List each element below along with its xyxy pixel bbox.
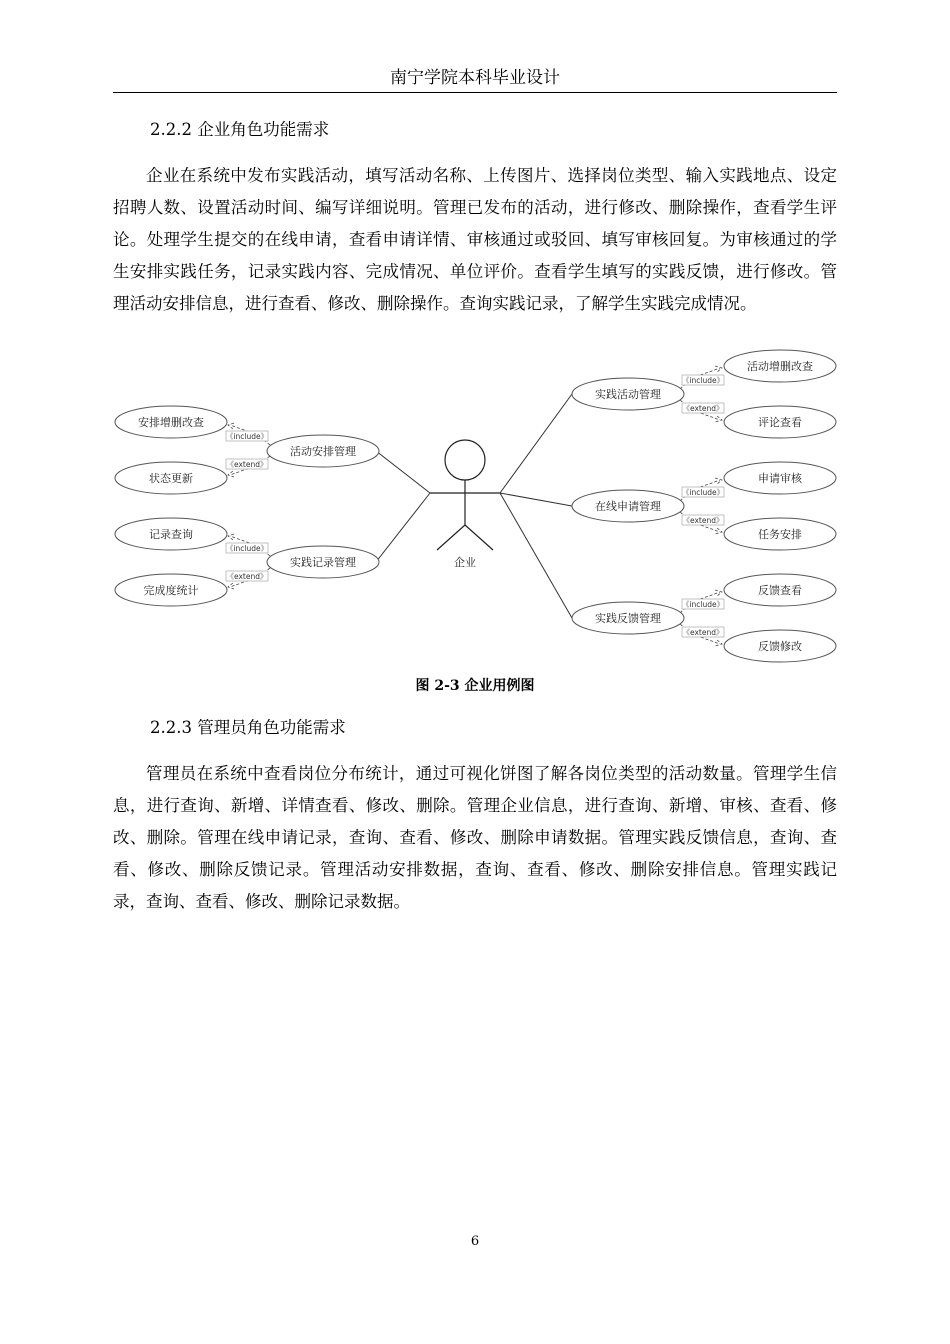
include-stereotype-label: 《include》 <box>681 488 725 497</box>
section-heading-2-2-2: 2.2.2 企业角色功能需求 <box>150 120 330 139</box>
use-case-label: 评论查看 <box>758 416 802 429</box>
include-stereotype-label: 《include》 <box>225 432 269 441</box>
figure-caption: 图 2-3 企业用例图 <box>415 678 535 694</box>
extend-stereotype-label: 《extend》 <box>226 572 268 581</box>
use-case-label: 任务安排 <box>758 528 802 541</box>
association-line <box>500 394 572 493</box>
use-case-label: 活动安排管理 <box>290 445 356 458</box>
actor-figure <box>430 440 500 550</box>
association-line <box>500 493 572 618</box>
include-stereotype-label: 《include》 <box>681 600 725 609</box>
page-header-title: 南宁学院本科毕业设计 <box>390 68 560 88</box>
header-rule <box>113 92 837 93</box>
use-case-label: 反馈查看 <box>758 584 802 597</box>
use-case-label: 实践反馈管理 <box>595 612 661 625</box>
use-case-label: 完成度统计 <box>143 584 199 597</box>
admin-requirements-paragraph: 管理员在系统中查看岗位分布统计，通过可视化饼图了解各岗位类型的活动数量。管理学生信息，进行查询、新增、详情查看、修改、删除。管理企业信息，进行查询、新增、审核、查看、修改、删除。管理在线申请记录，查询、查看、修改、删除申请数据。管理实践反馈信息，查询、查看、修改、删除反馈记录。管理活动安排数据，查询、查看、修改、删除安排信息。管理实践记录，查询、查看、修改、删除记录数据。 <box>113 764 837 911</box>
use-case-label: 在线申请管理 <box>595 500 661 513</box>
use-case-label: 实践活动管理 <box>595 388 661 401</box>
extend-stereotype-label: 《extend》 <box>682 628 724 637</box>
use-case-label: 活动增删改查 <box>747 360 813 373</box>
use-case-label: 申请审核 <box>758 472 802 485</box>
page-number: 6 <box>470 1234 480 1249</box>
enterprise-use-case-diagram <box>0 340 950 670</box>
include-stereotype-label: 《include》 <box>225 544 269 553</box>
use-case-label: 状态更新 <box>149 472 193 485</box>
include-stereotype-label: 《include》 <box>681 376 725 385</box>
extend-stereotype-label: 《extend》 <box>682 404 724 413</box>
use-case-label: 反馈修改 <box>758 640 802 653</box>
actor-label: 企业 <box>454 556 476 569</box>
association-line <box>500 493 572 506</box>
section-heading-2-2-3: 2.2.3 管理员角色功能需求 <box>150 718 346 737</box>
extend-stereotype-label: 《extend》 <box>682 516 724 525</box>
use-case-label: 实践记录管理 <box>290 556 356 569</box>
extend-stereotype-label: 《extend》 <box>226 460 268 469</box>
association-line <box>376 493 430 562</box>
association-line <box>376 451 430 493</box>
use-case-label: 安排增删改查 <box>138 416 204 429</box>
enterprise-requirements-paragraph: 企业在系统中发布实践活动，填写活动名称、上传图片、选择岗位类型、输入实践地点、设定招聘人数、设置活动时间、编写详细说明。管理已发布的活动，进行修改、删除操作，查看学生评论。处理学生提交的在线申请，查看申请详情、审核通过或驳回、填写审核回复。为审核通过的学生安排实践任务，记录实践内容、完成情况、单位评价。查看学生填写的实践反馈，进行修改。管理活动安排信息，进行查看、修改、删除操作。查询实践记录，了解学生实践完成情况。 <box>113 166 837 313</box>
use-case-label: 记录查询 <box>149 528 193 541</box>
